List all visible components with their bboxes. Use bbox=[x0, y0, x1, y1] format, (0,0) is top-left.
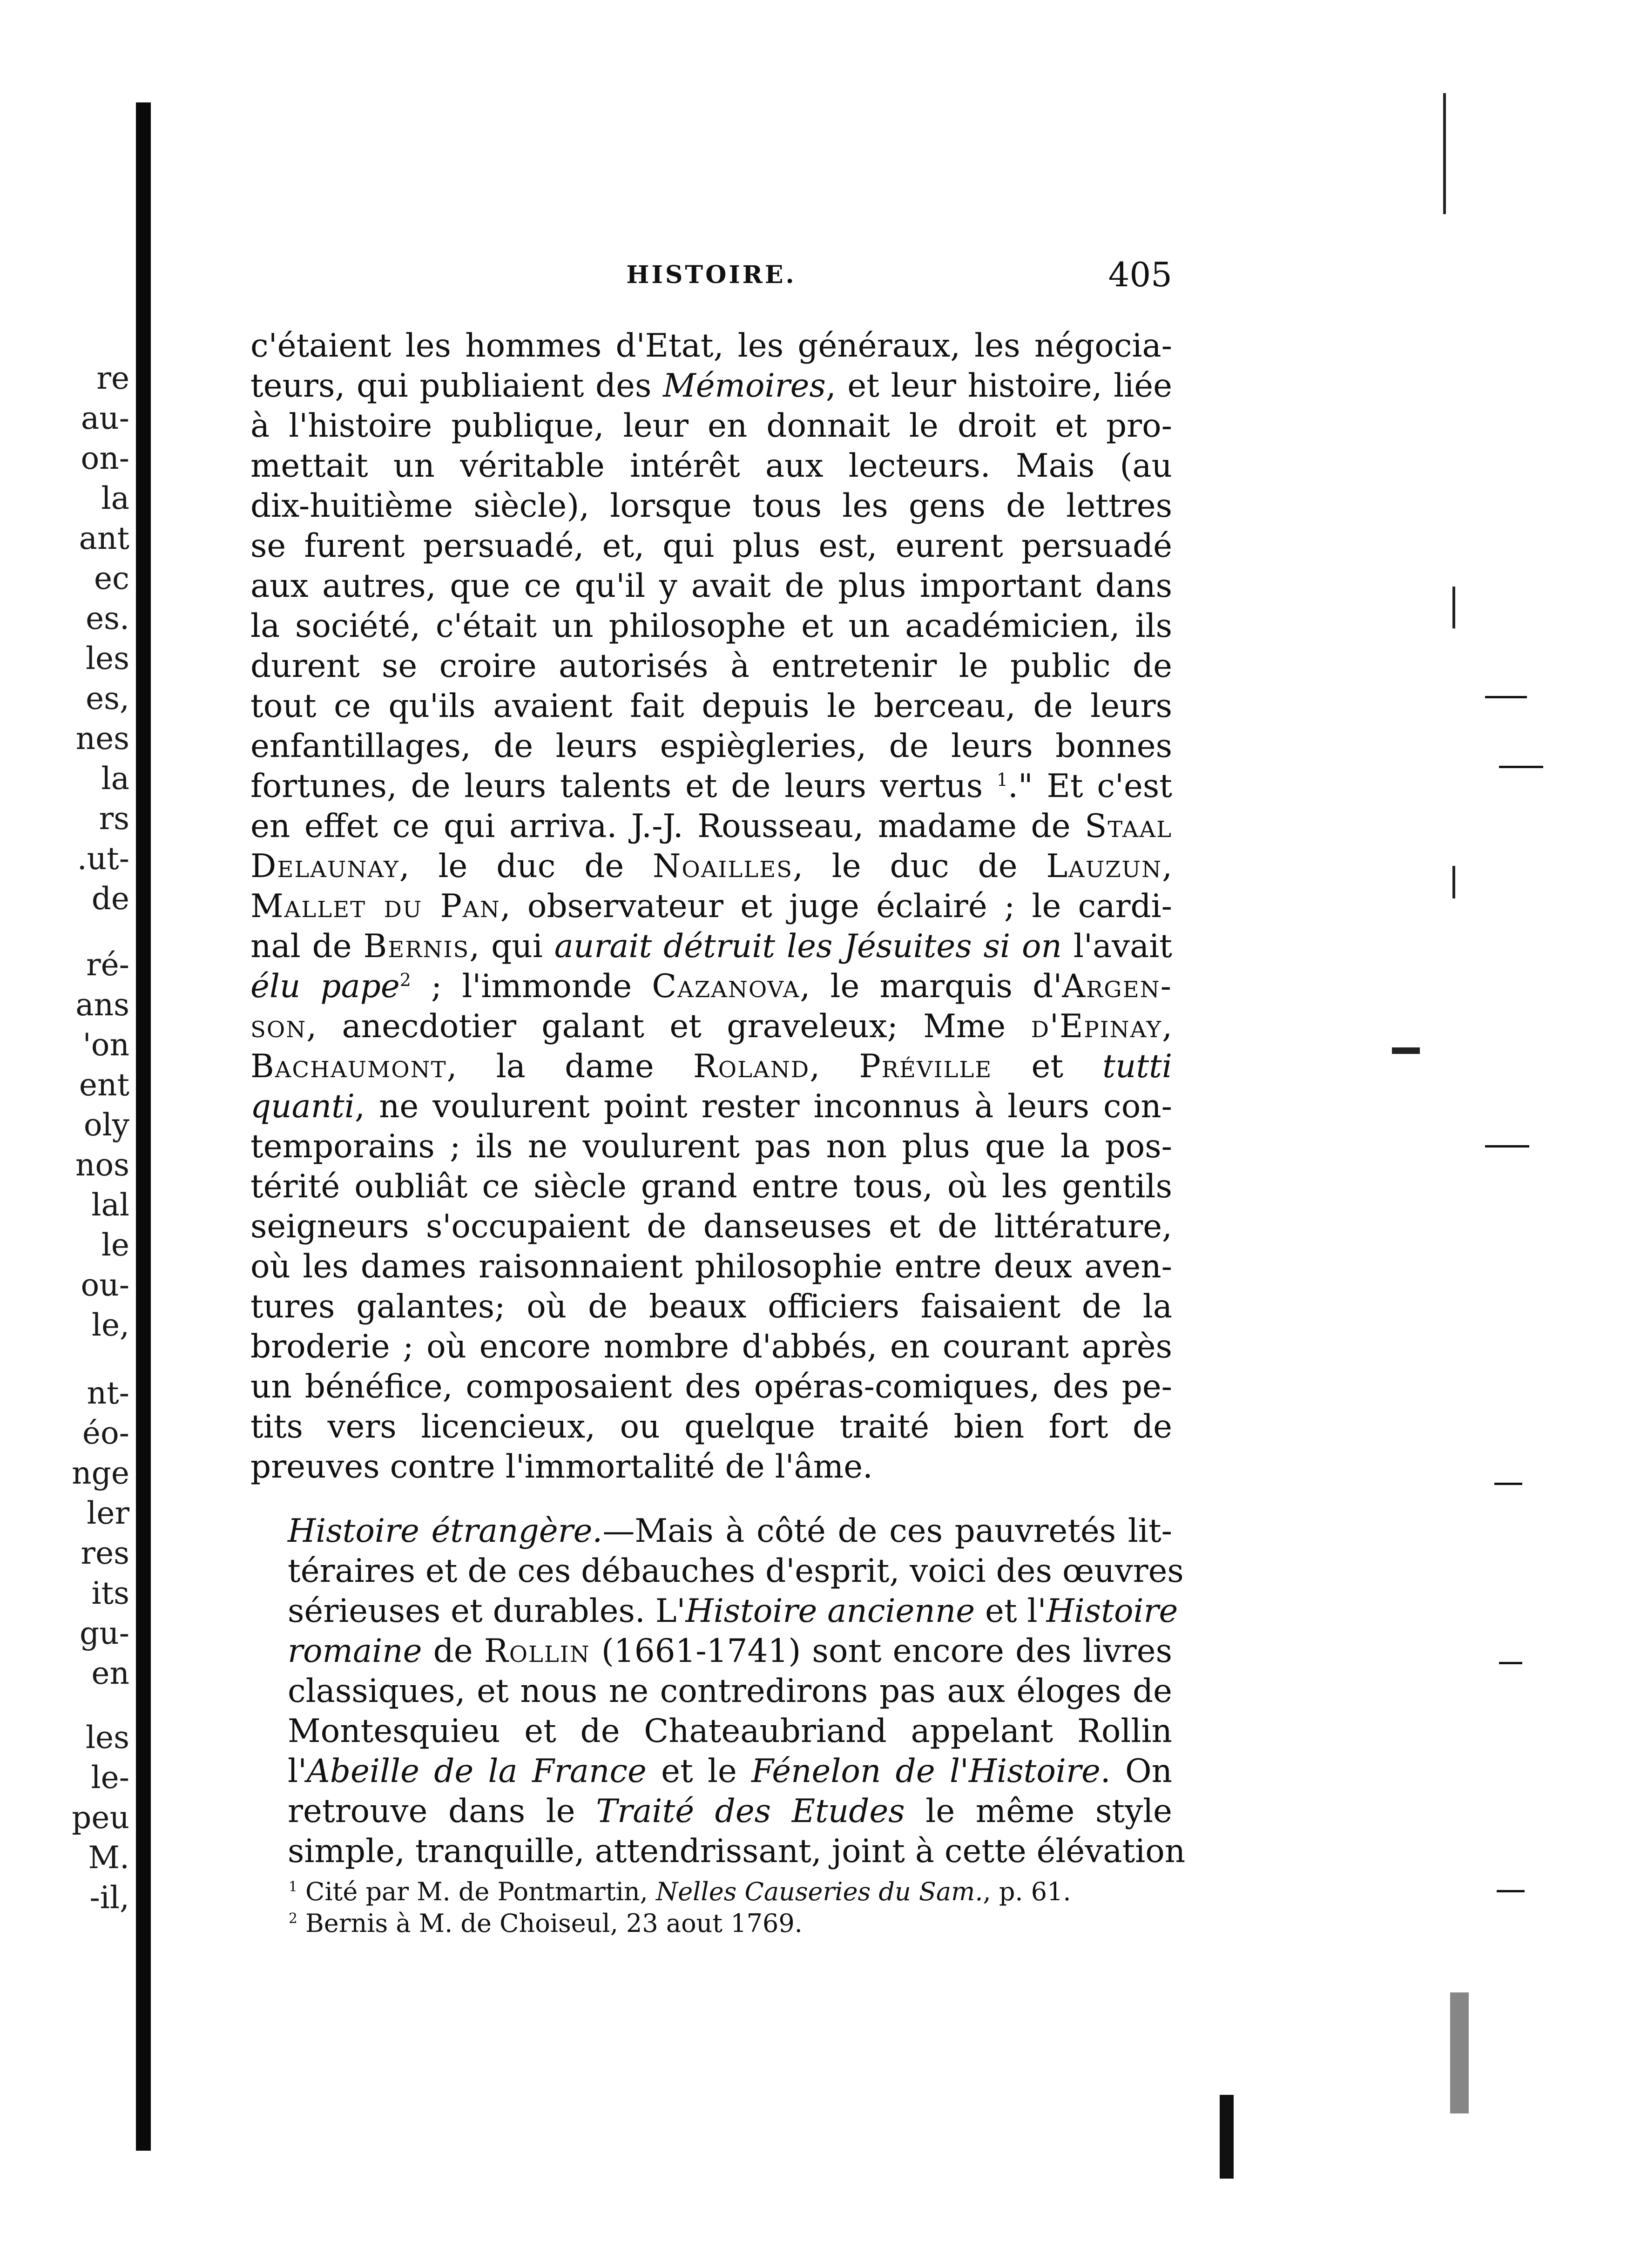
text-line: fortunes, de leurs talents et de leurs vertus $^1$." Et c'est bbox=[250, 768, 1172, 805]
text-line: durent se croire autorisés à entretenir le public de bbox=[250, 648, 1172, 685]
footnotes bbox=[289, 1876, 1173, 1939]
facing-page-margin bbox=[0, 0, 134, 2268]
edge-mark bbox=[1485, 696, 1527, 698]
text-line: Mallet du Pan, observateur et juge éclairé ; le cardi- bbox=[250, 888, 1173, 925]
margin-fragment: le- bbox=[91, 1760, 129, 1796]
text-line: c'étaient les hommes d'Etat, les généraux, les négocia- bbox=[250, 327, 1172, 364]
running-header bbox=[250, 255, 1172, 302]
edge-mark bbox=[1499, 766, 1543, 768]
margin-fragment: 'on bbox=[82, 1027, 129, 1063]
margin-fragment: ré- bbox=[86, 947, 129, 983]
text-line: teurs, qui publiaient des Mémoires, et leur histoire, liée bbox=[250, 367, 1172, 405]
margin-fragment: éo- bbox=[82, 1415, 129, 1451]
margin-fragment: .ut- bbox=[77, 841, 129, 877]
margin-fragment: es, bbox=[86, 681, 129, 716]
text-line: aux autres, que ce qu'il y avait de plus important dans bbox=[250, 567, 1172, 605]
text-line: l'Abeille de la France et le Fénelon de l'Histoire. On bbox=[288, 1753, 1173, 1790]
margin-fragment: la bbox=[101, 761, 129, 796]
margin-fragment: nes bbox=[75, 721, 129, 756]
right-page-edge bbox=[1415, 0, 1634, 2268]
page-number: 405 bbox=[1108, 255, 1172, 294]
text-line: en effet ce qui arriva. J.-J. Rousseau, madame de Staal bbox=[250, 808, 1172, 845]
edge-mark bbox=[1485, 1145, 1529, 1148]
text-line: se furent persuadé, et, qui plus est, eurent persuadé bbox=[250, 527, 1172, 565]
margin-fragment: les bbox=[85, 641, 129, 676]
text-line: enfantillages, de leurs espiègleries, de leurs bonnes bbox=[250, 728, 1172, 765]
text-line: preuves contre l'immortalité de l'âme. bbox=[250, 1448, 873, 1485]
margin-fragment: res bbox=[81, 1535, 129, 1571]
text-line: térité oubliât ce siècle grand entre tous, où les gentils bbox=[250, 1168, 1172, 1205]
margin-fragment: les bbox=[85, 1720, 129, 1755]
text-line: sérieuses et durables. L'Histoire ancienne et l'Histoire bbox=[288, 1593, 1178, 1630]
text-line: Bachaumont, la dame Roland, Préville et tutti bbox=[250, 1048, 1172, 1085]
margin-fragment: es. bbox=[86, 601, 129, 636]
section-heading: Histoire étrangère. bbox=[288, 1512, 603, 1550]
paragraph bbox=[250, 1511, 1186, 1871]
text-line: à l'histoire publique, leur en donnait le droit et pro- bbox=[250, 407, 1172, 445]
margin-fragment: ans bbox=[75, 987, 129, 1023]
paragraph bbox=[250, 326, 1172, 1487]
text-line: téraires et de ces débauches d'esprit, voici des œuvres bbox=[288, 1552, 1184, 1590]
text-line: élu pape$^2$ ; l'immonde Cazanova, le marquis d'Argen- bbox=[250, 968, 1172, 1005]
margin-fragment: nge bbox=[72, 1455, 129, 1491]
margin-fragment: ou- bbox=[81, 1267, 129, 1303]
text-line: mettait un véritable intérêt aux lecteurs. Mais (au bbox=[250, 447, 1172, 485]
margin-fragment: its bbox=[91, 1575, 129, 1611]
text-line: tits vers licencieux, ou quelque traité bien fort de bbox=[250, 1408, 1172, 1445]
margin-fragment: ler bbox=[87, 1495, 129, 1531]
text-line: Histoire étrangère.—Mais à côté de ces pauvretés lit- bbox=[288, 1512, 1172, 1550]
edge-noise bbox=[1450, 1992, 1469, 2113]
text-line: classiques, et nous ne contredirons pas aux éloges de bbox=[288, 1673, 1172, 1710]
margin-fragment: M. bbox=[88, 1840, 129, 1876]
margin-fragment: peu bbox=[72, 1800, 129, 1836]
margin-fragment: lal bbox=[91, 1187, 129, 1223]
edge-noise bbox=[1452, 587, 1455, 628]
edge-noise bbox=[1443, 93, 1446, 214]
margin-fragment: oly bbox=[83, 1107, 129, 1143]
text-line: tures galantes; où de beaux officiers faisaient de la bbox=[250, 1288, 1172, 1325]
running-title: HISTOIRE. bbox=[626, 261, 797, 289]
edge-mark bbox=[1499, 1662, 1522, 1664]
margin-fragment: ent bbox=[79, 1067, 129, 1103]
body-text bbox=[250, 326, 1186, 1871]
margin-fragment: nos bbox=[75, 1147, 129, 1183]
text-line: broderie ; où encore nombre d'abbés, en courant après bbox=[250, 1328, 1172, 1365]
text-line: où les dames raisonnaient philosophie entre deux aven- bbox=[250, 1248, 1172, 1285]
margin-fragment: -il, bbox=[89, 1880, 129, 1916]
edge-noise bbox=[1452, 866, 1455, 898]
footnote-2: $^2$ Bernis à M. de Choiseul, 23 aout 1769. bbox=[289, 1909, 803, 1938]
text-line: romaine de Rollin (1661-1741) sont encore des livres bbox=[288, 1633, 1173, 1670]
text-line: simple, tranquille, attendrissant, joint à cette élévation bbox=[288, 1833, 1186, 1870]
text-line: nal de Bernis, qui aurait détruit les Jésuites si on l'avait bbox=[250, 928, 1173, 965]
margin-fragment: la bbox=[101, 480, 129, 516]
margin-fragment: rs bbox=[99, 801, 129, 837]
text-line: Delaunay, le duc de Noailles, le duc de Lauzun, bbox=[250, 848, 1173, 885]
margin-fragment: en bbox=[91, 1655, 129, 1691]
text-line: retrouve dans le Traité des Etudes le même style bbox=[288, 1793, 1172, 1830]
edge-mark bbox=[1494, 1483, 1522, 1485]
text-line: Montesquieu et de Chateaubriand appelant Rollin bbox=[288, 1713, 1172, 1750]
scan-artifact bbox=[1220, 2095, 1234, 2179]
text-line: un bénéfice, composaient des opéras-comiques, des pe- bbox=[250, 1368, 1172, 1405]
edge-mark bbox=[1497, 1890, 1525, 1892]
margin-fragment: le bbox=[101, 1227, 129, 1263]
margin-fragment: ec bbox=[94, 560, 129, 596]
text-line: quanti, ne voulurent point rester inconnus à leurs con- bbox=[250, 1088, 1172, 1125]
text-line: son, anecdotier galant et graveleux; Mme d'Epinay, bbox=[250, 1008, 1172, 1045]
margin-fragment: le, bbox=[91, 1307, 129, 1343]
margin-fragment: de bbox=[91, 881, 129, 917]
text-line: la société, c'était un philosophe et un académicien, ils bbox=[250, 608, 1172, 645]
margin-fragment: on- bbox=[81, 440, 129, 476]
text-line: tout ce qu'ils avaient fait depuis le berceau, de leurs bbox=[250, 688, 1172, 725]
text-line: seigneurs s'occupaient de danseuses et de littérature, bbox=[250, 1208, 1172, 1245]
margin-fragment: ant bbox=[79, 520, 129, 556]
margin-fragment: nt- bbox=[87, 1375, 129, 1411]
footnote-1: $^1$ Cité par M. de Pontmartin, Nelles Causeries du Sam., p. 61. bbox=[289, 1877, 1071, 1906]
binding-gutter bbox=[136, 102, 151, 2151]
footnote-ref: 1 bbox=[996, 770, 1008, 790]
margin-fragment: re bbox=[96, 360, 129, 396]
margin-fragment: gu- bbox=[79, 1615, 129, 1651]
margin-fragment: au- bbox=[81, 400, 129, 436]
footnote-ref: 2 bbox=[399, 970, 411, 990]
edge-noise bbox=[1392, 1047, 1420, 1054]
text-line: dix-huitième siècle), lorsque tous les gens de lettres bbox=[250, 487, 1172, 525]
text-line: temporains ; ils ne voulurent pas non plus que la pos- bbox=[250, 1128, 1172, 1165]
